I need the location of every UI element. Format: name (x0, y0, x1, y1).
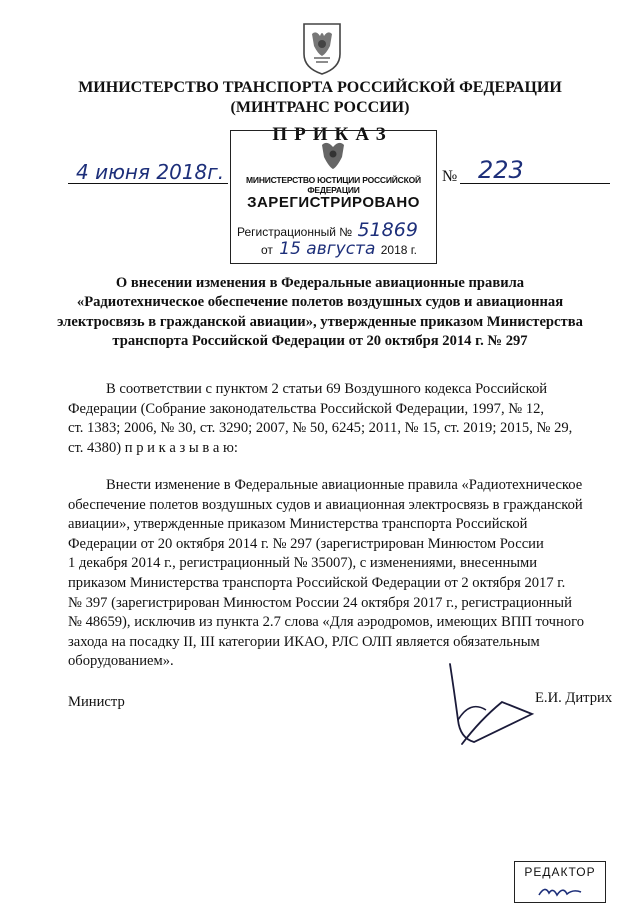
coat-of-arms-emblem (300, 20, 344, 76)
text-line: № 48659), исключив из пункта 2.7 слова «Для аэродромов, имеющих ВПП точного (68, 614, 585, 631)
text-line: 1 декабря 2014 г., регистрационный № 35007), с изменениями, внесенными (68, 555, 538, 572)
stamp-registered: ЗАРЕГИСТРИРОВАНО (247, 194, 420, 211)
order-date: 4 июня 2018г. (76, 160, 225, 184)
title-line: транспорта Российской Федерации от 20 октября 2014 г. № 297 (112, 333, 528, 350)
text-line: В соответствии с пунктом 2 статьи 69 Воздушного кодекса Российской (106, 381, 548, 397)
stamp-reg-number: 51869 (357, 219, 418, 241)
stamp-date-hand: 15 августа (279, 239, 376, 259)
stamp-reg-label: Регистрационный № (237, 225, 353, 239)
text-line: Внести изменение в Федеральные авиационные правила «Радиотехническое (106, 477, 583, 493)
title-line: О внесении изменения в Федеральные авиационные правила (115, 275, 525, 291)
editor-stamp-label: РЕДАКТОР (524, 865, 596, 879)
preamble-paragraph (68, 380, 615, 458)
title-line: электросвязь в гражданской авиации», утвержденные приказом Министерства (57, 313, 583, 330)
document-title (40, 274, 600, 352)
number-underline (460, 183, 610, 184)
text-line: Федерации от 20 октября 2014 г. № 297 (зарегистрирован Минюстом России (68, 535, 544, 552)
signatory-position: Министр (68, 694, 125, 710)
order-number-label: № (442, 168, 458, 185)
signatory-name: Е.И. Дитрих (535, 690, 613, 706)
text-line: оборудованием». (68, 653, 174, 670)
ministry-name: МИНИСТЕРСТВО ТРАНСПОРТА РОССИЙСКОЙ ФЕДЕРАЦИИ (78, 79, 562, 96)
order-number: 223 (478, 156, 524, 184)
title-line: «Радиотехническое обеспечение полетов воздушных судов и авиационная (76, 294, 564, 311)
text-line: захода на посадку II, III категории ИКАО, РЛС ОЛП является обязательным (68, 633, 540, 650)
order-body-paragraph (68, 476, 615, 672)
text-line: № 397 (зарегистрирован Минюстом России 24 октября 2017 г., регистрационный (68, 594, 572, 611)
stamp-emblem-icon (316, 137, 350, 173)
handwritten-signature (440, 660, 540, 750)
text-line: приказом Министерства транспорта Российской Федерации от 2 октября 2017 г. (68, 574, 566, 591)
text-line: ст. 4380) п р и к а з ы в а ю: (68, 439, 238, 456)
registration-stamp (230, 130, 437, 264)
text-line: ст. 1383; 2006, № 30, ст. 3290; 2007, № 50, 6245; 2011, № 15, ст. 2019; 2015, № 29, (68, 420, 573, 437)
editor-initials-signature (537, 883, 583, 899)
order-title: ПРИКАЗ (272, 124, 393, 145)
stamp-date-prefix: от (261, 243, 273, 257)
editor-stamp (514, 861, 606, 903)
ministry-short-name: (МИНТРАНС РОССИИ) (230, 99, 410, 116)
text-line: авиации», утвержденные приказом Министерства транспорта Российской (68, 516, 528, 533)
text-line: обеспечение полетов воздушных судов и авиационная электросвязь в гражданской (68, 496, 583, 513)
date-underline (68, 183, 228, 184)
stamp-date-year: 2018 г. (380, 243, 418, 257)
stamp-header: МИНИСТЕРСТВО ЮСТИЦИИ РОССИЙСКОЙ ФЕДЕРАЦИИ (246, 175, 421, 195)
text-line: Федерации (Собрание законодательства Российской Федерации, 1997, № 12, (68, 400, 545, 417)
